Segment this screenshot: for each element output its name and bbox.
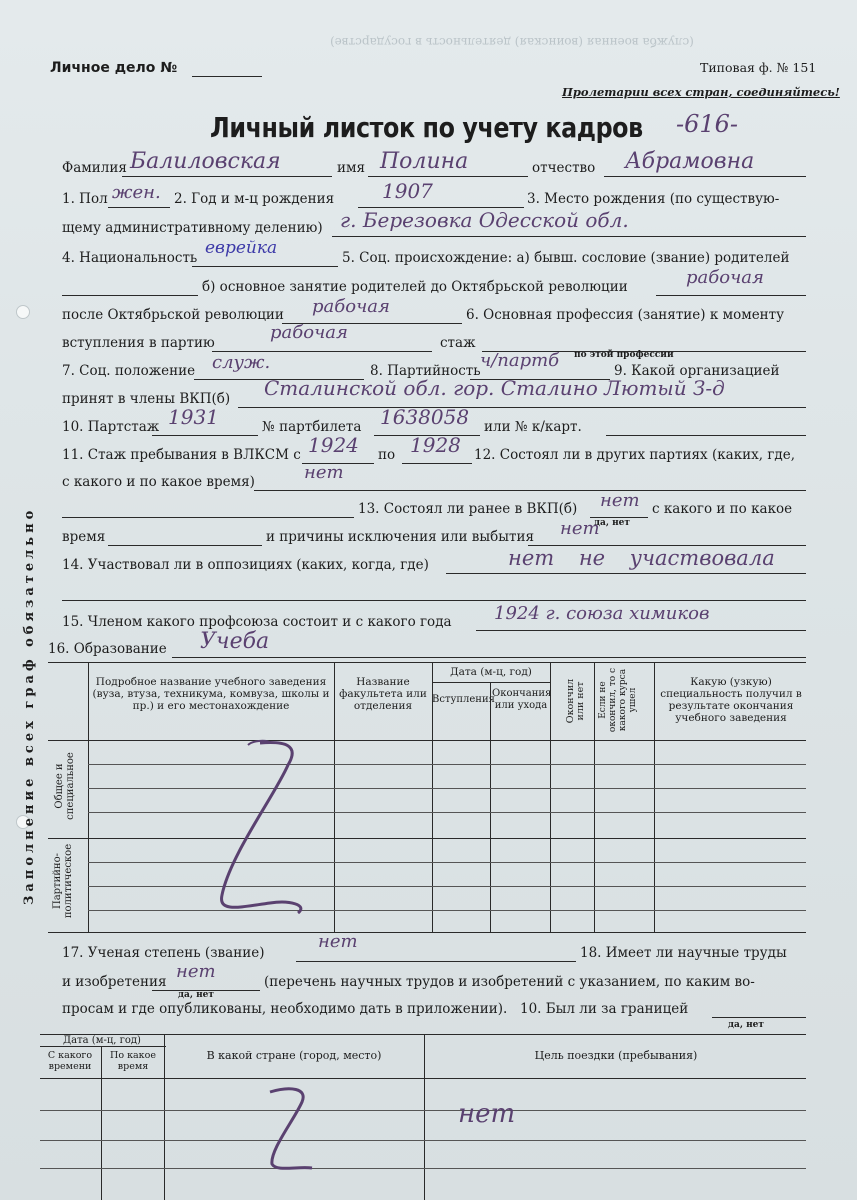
line-birthplace (332, 236, 806, 237)
value-earlier-vkp: нет (600, 490, 640, 511)
label-origin-b: б) основное занятие родителей до Октябрьской революции (202, 279, 628, 295)
label-degree: 17. Ученая степень (звание) (62, 945, 265, 961)
abroad-header-from: С какого времени (47, 1050, 93, 1072)
label-abroad: 10. Был ли за границей (520, 1001, 689, 1017)
side-note: Заполнение всех граф обязательно (22, 506, 37, 905)
value-inventions: нет (176, 961, 216, 982)
label-social: 7. Соц. положение (62, 363, 196, 379)
value-opposition: нет не участвовала (508, 546, 775, 570)
label-time: время (62, 529, 106, 545)
line-time (108, 545, 262, 546)
label-inventions-3: просам и где опубликованы, необходимо дать в приложении). (62, 1001, 508, 1017)
abroad-header-date: Дата (м-ц, год) (63, 1035, 141, 1046)
label-opposition: 14. Участвовал ли в оппозициях (каких, когда, где) (62, 557, 429, 573)
label-komsomol: 11. Стаж пребывания в ВЛКСМ с (62, 447, 301, 463)
label-education: 16. Образование (48, 641, 167, 657)
value-profession: рабочая (270, 322, 348, 343)
label-origin-c: после Октябрьской революции (62, 307, 284, 323)
abroad-cross-mark (250, 1080, 340, 1180)
label-party: 8. Партийность (370, 363, 481, 379)
hint-abroad: да, нет (728, 1020, 764, 1030)
line-education (172, 657, 806, 658)
label-organization: 9. Какой организацией (614, 363, 780, 379)
value-birthplace: г. Березовка Одесской обл. (340, 208, 629, 232)
value-sex: жен. (112, 182, 161, 203)
line-candidate-card (606, 435, 806, 436)
line-abroad (712, 1017, 806, 1018)
personal-file-label: Личное дело № (50, 60, 178, 76)
value-surname: Балиловская (130, 149, 281, 174)
label-organization-2: принят в члены ВКП(б) (62, 391, 231, 407)
header-enter: Вступления (432, 694, 495, 705)
value-education: Учеба (200, 629, 270, 654)
line-parents-before (656, 295, 806, 296)
header-course: Если не окончил, то с какого курса ушел (598, 667, 638, 733)
label-patronymic: отчество (532, 160, 596, 176)
label-birthplace-2: щему административному делению) (62, 220, 323, 236)
value-komsomol-from: 1924 (308, 433, 359, 457)
value-parents-after: рабочая (312, 296, 390, 317)
line-other-parties (254, 490, 806, 491)
row-label-general: Общее и специальное (54, 752, 76, 820)
line-nationality (192, 266, 338, 267)
value-parents-before: рабочая (686, 267, 764, 288)
value-other-parties: нет (304, 462, 344, 483)
label-inventions-2: (перечень научных трудов и изобретений с указанием, по каким во- (264, 974, 755, 990)
value-name: Полина (380, 149, 469, 174)
line-name (368, 176, 528, 177)
label-sex: 1. Пол (62, 191, 108, 207)
line-union (476, 630, 806, 631)
hint-inventions: да, нет (178, 990, 214, 1000)
stamp-number: -616- (676, 110, 739, 138)
label-union: 15. Членом какого профсоюза состоит и с какого года (62, 614, 452, 630)
value-party: ч/партб (480, 350, 560, 371)
abroad-header-purpose: Цель поездки (пребывания) (534, 1049, 698, 1062)
label-komsomol-to: по (378, 447, 396, 463)
header-finished: Окончил или нет (565, 678, 586, 724)
punch-hole (16, 305, 30, 319)
label-other-parties: 12. Состоял ли в других партиях (каких, где, (474, 447, 796, 463)
value-degree: нет (318, 931, 358, 952)
header-specialty: Какую (узкую) специальность получил в результате окончания учебного заведения (660, 676, 802, 724)
line-origin-a (62, 295, 198, 296)
label-profession: 6. Основная профессия (занятие) к моменту (466, 307, 785, 323)
header-faculty: Название факультета или отделения (339, 676, 427, 712)
value-organization: Сталинской обл. гор. Сталино Лютый З-д (264, 376, 725, 400)
value-union: 1924 г. союза химиков (494, 603, 710, 624)
label-origin: 5. Соц. происхождение: а) бывш. сословие (звание) родителей (342, 250, 790, 266)
value-social: служ. (212, 352, 271, 373)
abroad-header-to: По какое время (110, 1050, 156, 1072)
header-date: Дата (м-ц, год) (450, 666, 532, 678)
hint-earlier-vkp: да, нет (594, 518, 630, 528)
abroad-value: нет (458, 1099, 516, 1129)
label-candidate-card: или № к/карт. (484, 419, 582, 435)
label-nationality: 4. Национальность (62, 250, 198, 266)
hint-profession: по этой профессии (574, 350, 674, 360)
page-title: Личный листок по учету кадров (210, 111, 643, 144)
line-degree (296, 961, 576, 962)
form-type: Типовая ф. № 151 (700, 60, 817, 75)
value-party-card: 1638058 (380, 405, 470, 429)
line-sex (108, 207, 170, 208)
header-finish: Окончания или ухода (492, 688, 552, 711)
line-party-since (152, 435, 258, 436)
line-13-lead (62, 517, 354, 518)
label-party-card: № партбилета (262, 419, 362, 435)
row-label-party: Партийно-политическое (52, 843, 74, 919)
line-organization (238, 407, 806, 408)
line-patronymic (604, 176, 806, 177)
abroad-header-country: В какой стране (город, место) (206, 1049, 382, 1062)
slogan: Пролетарии всех стран, соединяйтесь! (562, 85, 840, 99)
value-exclusion: нет (560, 518, 600, 539)
label-party-since: 10. Партстаж (62, 419, 160, 435)
value-komsomol-to: 1928 (410, 433, 461, 457)
header-institution: Подробное название учебного заведения (вуза, втуза, техникума, комвуза, школы и пр.) и его местонахождение (92, 676, 330, 712)
value-patronymic: Абрамовна (625, 149, 755, 174)
value-birth-year: 1907 (382, 179, 433, 203)
personal-file-line (192, 76, 262, 77)
label-earlier-vkp-2: с какого и по какое (652, 501, 793, 517)
label-experience: стаж (440, 335, 476, 351)
bleed-through-text: (служба военная (воинская) деятельность в государстве) (330, 35, 694, 49)
line-opposition (446, 573, 806, 574)
line-opposition-2 (62, 600, 806, 601)
label-exclusion: и причины исключения или выбытия (266, 529, 534, 545)
label-birth: 2. Год и м-ц рождения (174, 191, 335, 207)
value-nationality: еврейка (205, 238, 278, 258)
label-works: 18. Имеет ли научные труды (580, 945, 787, 961)
label-earlier-vkp: 13. Состоял ли ранее в ВКП(б) (358, 501, 578, 517)
label-inventions: и изобретения (62, 974, 167, 990)
value-party-since: 1931 (168, 405, 219, 429)
line-komsomol-to (402, 463, 472, 464)
cross-out-mark (190, 735, 340, 925)
label-birthplace: 3. Место рождения (по существую- (527, 191, 780, 207)
label-name: имя (337, 160, 366, 176)
line-surname (122, 176, 332, 177)
label-other-parties-2: с какого и по какое время) (62, 474, 255, 490)
label-profession-2: вступления в партию (62, 335, 215, 351)
label-surname: Фамилия (62, 160, 127, 176)
